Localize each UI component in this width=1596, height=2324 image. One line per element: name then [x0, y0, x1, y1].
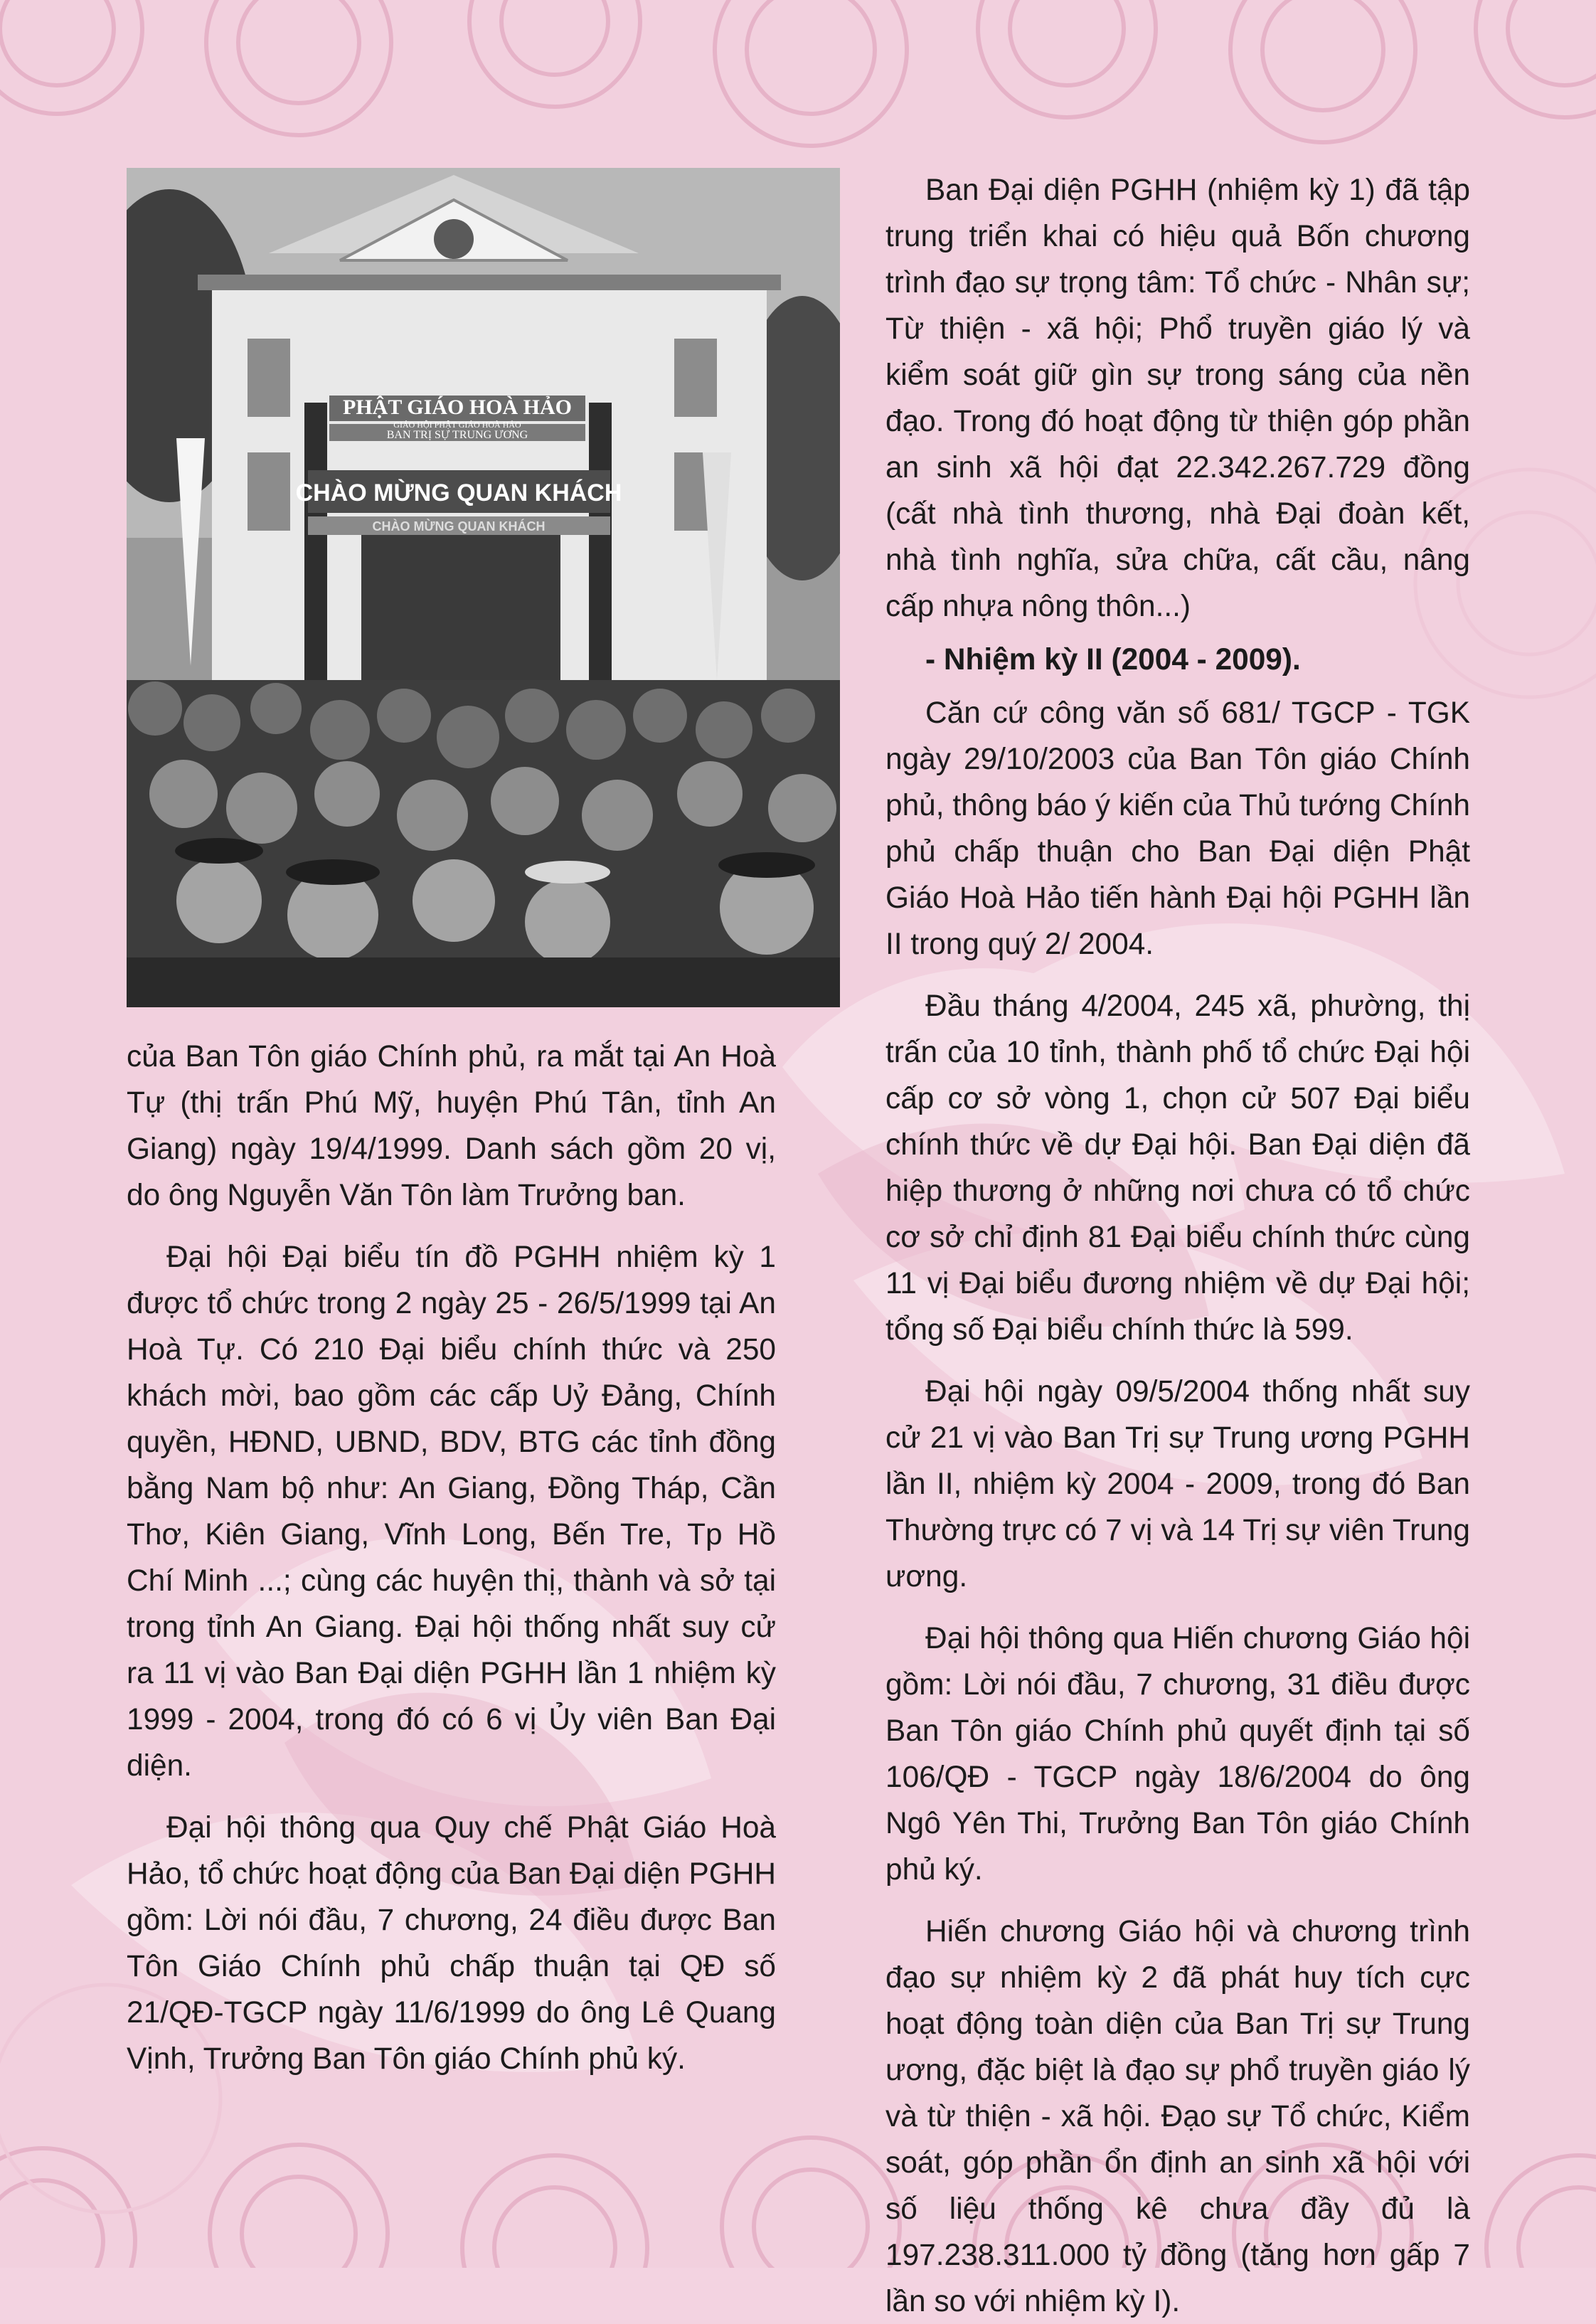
- term-2-heading: - Nhiệm kỳ II (2004 - 2009).: [925, 642, 1301, 676]
- right-paragraph-2: Căn cứ công văn số 681/ TGCP - TGK ngày 29/10/2003 của Ban Tôn giáo Chính phủ, thông báo ý kiến của Thủ tướng Chính phủ chấp thuận cho Ban Đại diện Phật Giáo Hoà Hảo tiến hành Đại hội PGHH lần II trong quý 2/ 2004.: [885, 696, 1470, 960]
- right-paragraph-3: Đầu tháng 4/2004, 245 xã, phường, thị trấn của 10 tỉnh, thành phố tổ chức Đại hội cấp cơ sở vòng 1, chọn cử 507 Đại biểu chính thức về dự Đại hội. Ban Đại diện đã hiệp thương ở những nơi chưa có tổ chức cơ sở chỉ định 81 Đại biểu chính thức cùng 11 vị Đại biểu đương nhiệm về dự Đại hội; tổng số Đại biểu chính thức là 599.: [885, 989, 1470, 1346]
- right-text-column: [885, 166, 1470, 2324]
- right-paragraph-4: Đại hội ngày 09/5/2004 thống nhất suy cử 21 vị vào Ban Trị sự Trung ương PGHH lần II, nhiệm kỳ 2004 - 2009, trong đó Ban Thường trực có 7 vị và 14 Trị sự viên Trung ương.: [885, 1374, 1470, 1593]
- banner-top-text: PHẬT GIÁO HOÀ HẢO: [343, 396, 572, 419]
- left-paragraph-2: Đại hội Đại biểu tín đồ PGHH nhiệm kỳ 1 được tổ chức trong 2 ngày 25 - 26/5/1999 tại An Hoà Tự. Có 210 Đại biểu chính thức và 250 khách mời, bao gồm các cấp Uỷ Đảng, Chính quyền, HĐND, UBND, BDV, BTG các tỉnh đồng bằng Nam bộ như: An Giang, Đồng Tháp, Cần Thơ, Kiên Giang, Vĩnh Long, Bến Tre, Tp Hồ Chí Minh ...; cùng các huyện thị, thành và sở tại trong tỉnh An Giang. Đại hội thống nhất suy cử ra 11 vị vào Ban Đại diện PGHH lần 1 nhiệm kỳ 1999 - 2004, trong đó có 6 vị Ủy viên Ban Đại diện.: [127, 1240, 776, 1782]
- left-text-column: [127, 1033, 776, 2081]
- banner-welcome-text: CHÀO MỪNG QUAN KHÁCH: [295, 479, 622, 506]
- left-paragraph-3: Đại hội thông qua Quy chế Phật Giáo Hoà Hảo, tổ chức hoạt động của Ban Đại diện PGHH gồm: Lời nói đầu, 7 chương, 24 điều được Ban Tôn Giáo Chính phủ chấp thuận tại QĐ số 21/QĐ-TGCP ngày 11/6/1999 do ông Lê Quang Vịnh, Trưởng Ban Tôn giáo Chính phủ ký.: [127, 1810, 776, 2075]
- right-paragraph-6: Hiến chương Giáo hội và chương trình đạo sự nhiệm kỳ 2 đã phát huy tích cực hoạt động toàn diện của Ban Trị sự Trung ương, đặc biệt là đạo sự phổ truyền giáo lý và từ thiện - xã hội. Đạo sự Tổ chức, Kiểm soát, góp phần ổn định an sinh xã hội với số liệu thống kê chưa đầy đủ là 197.238.311.000 tỷ đồng (tăng hơn gấp 7 lần so với nhiệm kỳ I).: [885, 1914, 1470, 2318]
- right-paragraph-1: Ban Đại diện PGHH (nhiệm kỳ 1) đã tập trung triển khai có hiệu quả Bốn chương trình đạo sự trọng tâm: Tổ chức - Nhân sự; Từ thiện - xã hội; Phổ truyền giáo lý và kiểm soát giữ gìn sự trong sáng của nền đạo. Trong đó hoạt động từ thiện góp phần an sinh xã hội đạt 22.342.267.729 đồng (cất nhà tình thương, nhà Đại đoàn kết, nhà tình nghĩa, sửa chữa, cất cầu, nâng cấp nhựa nông thôn...): [885, 173, 1470, 622]
- left-paragraph-1: của Ban Tôn giáo Chính phủ, ra mắt tại An Hoà Tự (thị trấn Phú Mỹ, huyện Phú Tân, tỉnh An Giang) ngày 19/4/1999. Danh sách gồm 20 vị, do ông Nguyễn Văn Tôn làm Trưởng ban.: [127, 1039, 776, 1211]
- banner-line2-text: BAN TRỊ SỰ TRUNG ƯƠNG: [386, 429, 528, 441]
- temple-crowd-photo: [127, 168, 840, 1007]
- right-paragraph-5: Đại hội thông qua Hiến chương Giáo hội gồm: Lời nói đầu, 7 chương, 31 điều được Ban Tôn giáo Chính phủ quyết định tại số 106/QĐ - TGCP ngày 18/6/2004 do ông Ngô Yên Thi, Trưởng Ban Tôn giáo Chính phủ ký.: [885, 1621, 1470, 1886]
- banner-welcome-small-text: CHÀO MỪNG QUAN KHÁCH: [372, 519, 546, 534]
- banner-line1-text: GIÁO HỘI PHẬT GIÁO HOÀ HẢO: [393, 420, 521, 430]
